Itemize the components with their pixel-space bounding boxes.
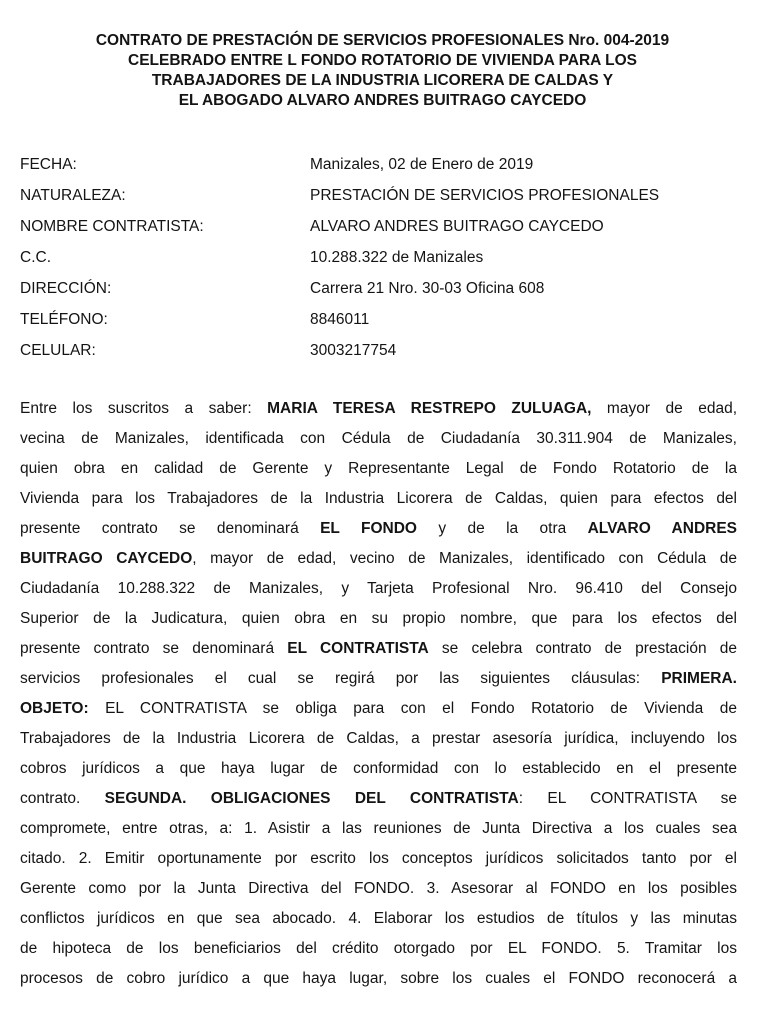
detail-label: NATURALEZA:: [20, 187, 126, 204]
detail-row-naturaleza: [20, 180, 740, 211]
contract-details: [20, 149, 740, 366]
body-text-run: presente contrato se denominará: [20, 520, 321, 537]
detail-label: CELULAR:: [20, 342, 96, 359]
detail-row-cc: [20, 242, 740, 273]
contractor-name: ALVARO ANDRES: [587, 520, 738, 537]
body-line: Superior de la Judicatura, quien obra en su propio nombre, que para los efectos del: [20, 610, 737, 627]
detail-value: ALVARO ANDRES BUITRAGO CAYCEDO: [310, 218, 604, 235]
detail-row-fecha: [20, 149, 740, 180]
body-line: Ciudadanía 10.288.322 de Manizales, y Tarjeta Profesional Nro. 96.410 del Consejo: [20, 580, 737, 597]
body-line: compromete, entre otras, a: 1. Asistir a las reuniones de Junta Directiva a los cuales sea: [20, 820, 737, 837]
body-text-run: , mayor de edad, vecino de Manizales, identificado con Cédula de: [192, 550, 737, 567]
body-line: cobros jurídicos a que haya lugar de conformidad con lo establecido en el presente: [20, 760, 737, 777]
detail-value: PRESTACIÓN DE SERVICIOS PROFESIONALES: [310, 187, 660, 204]
title-line: CELEBRADO ENTRE L FONDO ROTATORIO DE VIVIENDA PARA LOS: [128, 52, 637, 69]
body-line: de hipoteca de los beneficiarios del crédito otorgado por EL FONDO. 5. Tramitar los: [20, 940, 737, 957]
body-text-run: presente contrato se denominará: [20, 640, 288, 657]
detail-value: 3003217754: [310, 342, 397, 359]
detail-row-celular: [20, 335, 740, 366]
body-text-run: servicios profesionales el cual se regirá por las siguientes cláusulas:: [20, 670, 662, 687]
body-line: Gerente como por la Junta Directiva del FONDO. 3. Asesorar al FONDO en los posibles: [20, 880, 737, 897]
body-text-run: EL CONTRATISTA se obliga para con el Fondo Rotatorio de Vivienda de: [88, 700, 737, 717]
detail-row-telefono: [20, 304, 740, 335]
body-line: conflictos jurídicos en que sea abocado. 4. Elaborar los estudios de títulos y las minutas: [20, 910, 737, 927]
detail-label: FECHA:: [20, 156, 77, 173]
contractor-name: BUITRAGO CAYCEDO: [20, 550, 193, 567]
body-text-run: se celebra contrato de prestación de: [428, 640, 738, 657]
body-line: [20, 394, 737, 424]
body-text-run: mayor de edad,: [591, 400, 737, 417]
body-line: citado. 2. Emitir oportunamente por escrito los conceptos jurídicos solicitados tanto por el: [20, 850, 737, 867]
contract-title: [30, 31, 735, 111]
body-line: [20, 664, 737, 694]
detail-value: Carrera 21 Nro. 30-03 Oficina 608: [310, 280, 545, 297]
detail-value: Manizales, 02 de Enero de 2019: [310, 156, 534, 173]
body-line: [20, 694, 737, 724]
title-line: CONTRATO DE PRESTACIÓN DE SERVICIOS PROFESIONALES Nro. 004-2019: [95, 32, 670, 49]
body-text-run: : EL CONTRATISTA se: [518, 790, 737, 807]
body-line: Vivienda para los Trabajadores de la Industria Licorera de Caldas, quien para efectos del: [20, 490, 737, 507]
body-line: [20, 514, 737, 544]
clause-heading: PRIMERA.: [661, 670, 737, 687]
detail-label: NOMBRE CONTRATISTA:: [20, 218, 204, 235]
detail-value: 8846011: [310, 311, 370, 328]
detail-label: C.C.: [20, 249, 51, 266]
body-text-run: Entre los suscritos a saber:: [20, 400, 268, 417]
detail-row-contratista: [20, 211, 740, 242]
detail-row-direccion: [20, 273, 740, 304]
clause-heading: OBJETO:: [20, 700, 89, 717]
body-line: [20, 544, 737, 574]
body-line: quien obra en calidad de Gerente y Representante Legal de Fondo Rotatorio de la: [20, 460, 737, 477]
body-text-run: contrato.: [20, 790, 105, 807]
title-line: TRABAJADORES DE LA INDUSTRIA LICORERA DE CALDAS Y: [151, 72, 614, 89]
contracting-party-name: MARIA TERESA RESTREPO ZULUAGA,: [267, 400, 592, 417]
body-line: Trabajadores de la Industria Licorera de Caldas, a prestar asesoría jurídica, incluyendo los: [20, 730, 737, 747]
detail-value: 10.288.322 de Manizales: [310, 249, 484, 266]
title-line: EL ABOGADO ALVARO ANDRES BUITRAGO CAYCEDO: [178, 92, 587, 109]
body-line: [20, 784, 737, 814]
body-line: [20, 634, 737, 664]
body-text-run: y de la otra: [416, 520, 588, 537]
detail-label: DIRECCIÓN:: [20, 280, 112, 297]
contract-body: [20, 394, 737, 994]
defined-term: EL CONTRATISTA: [287, 640, 429, 657]
detail-label: TELÉFONO:: [20, 311, 108, 328]
defined-term: EL FONDO: [320, 520, 417, 537]
clause-heading: SEGUNDA. OBLIGACIONES DEL CONTRATISTA: [104, 790, 519, 807]
body-line: vecina de Manizales, identificada con Cédula de Ciudadanía 30.311.904 de Manizales,: [20, 430, 737, 447]
body-line: procesos de cobro jurídico a que haya lugar, sobre los cuales el FONDO reconocerá a: [20, 970, 737, 987]
